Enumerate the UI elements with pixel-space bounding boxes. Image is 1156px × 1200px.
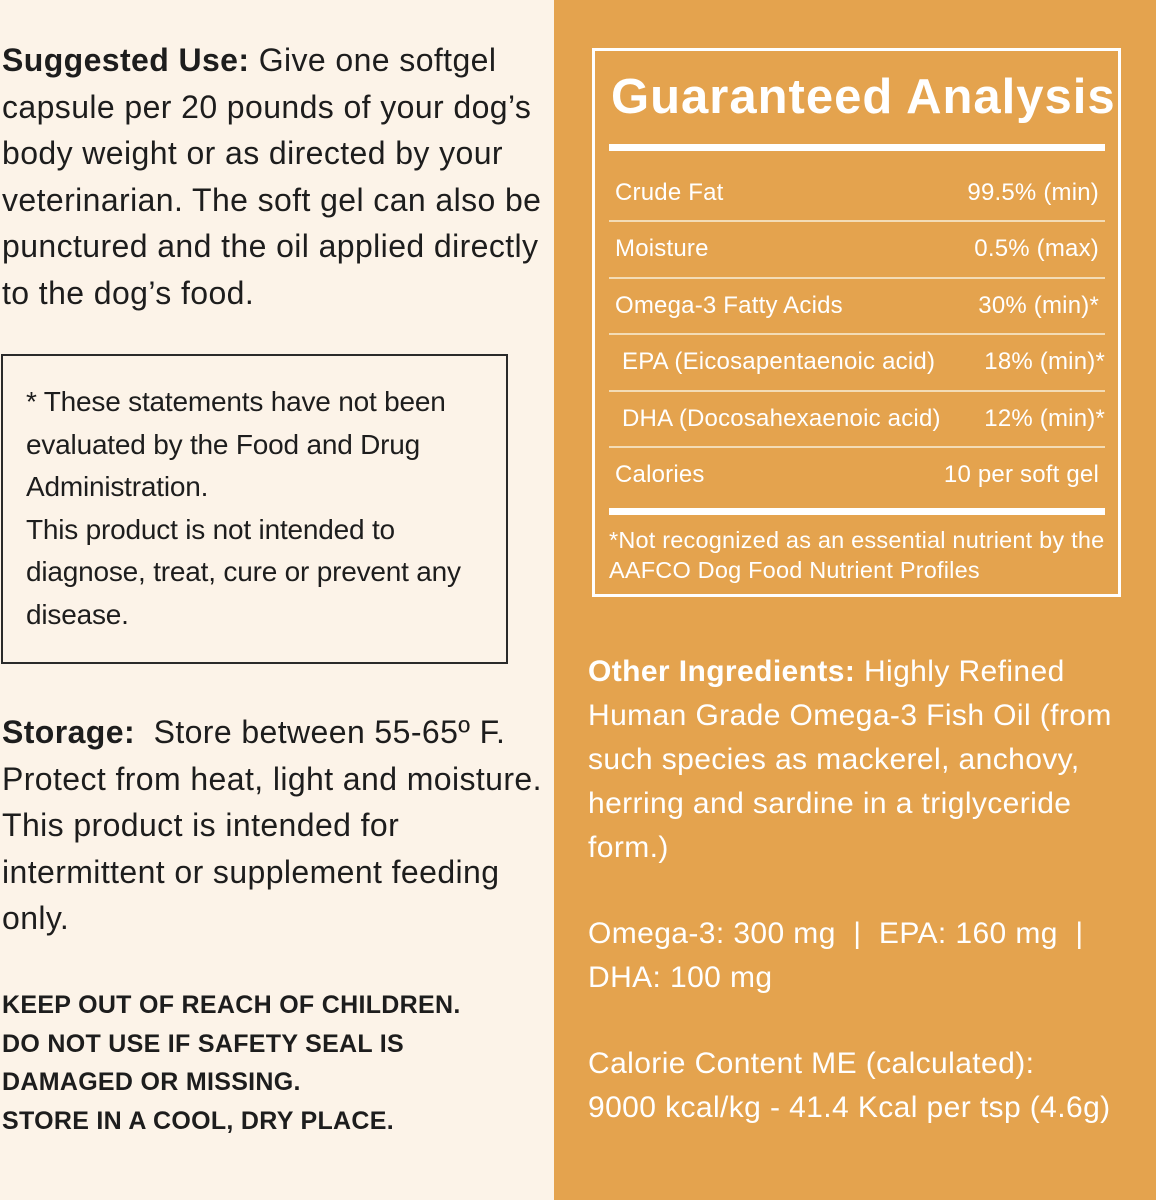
calorie-content-line: Calorie Content ME (calculated): bbox=[588, 1047, 1035, 1080]
calorie-content-line: 9000 kcal/kg - 41.4 Kcal per tsp (4.6g) bbox=[588, 1091, 1111, 1124]
other-ingredients bbox=[588, 650, 1128, 870]
nutrient-value: 30% (min)* bbox=[978, 291, 1099, 319]
analysis-row bbox=[609, 392, 1105, 448]
warning-line: STORE IN A COOL, DRY PLACE. bbox=[2, 1107, 394, 1136]
storage-label: Storage: bbox=[2, 714, 135, 750]
nutrient-name: Crude Fat bbox=[615, 179, 724, 206]
nutrient-value: 10 per soft gel bbox=[943, 460, 1099, 488]
analysis-row bbox=[609, 448, 1105, 504]
divider bbox=[609, 508, 1105, 515]
right-panel bbox=[554, 0, 1156, 1200]
nutrient-value: 12% (min)* bbox=[984, 404, 1105, 432]
nutrient-name: Calories bbox=[615, 460, 705, 488]
suggested-use-label: Suggested Use: bbox=[2, 42, 250, 78]
fda-disclaimer-line: * These statements have not been evaluated by the Food and Drug Administration. bbox=[26, 386, 446, 503]
nutrient-value: 99.5% (min) bbox=[967, 179, 1099, 206]
fda-disclaimer-line: This product is not intended to diagnose, treat, cure or prevent any disease. bbox=[26, 513, 461, 630]
nutrient-name: DHA (Docosahexaenoic acid) bbox=[622, 404, 941, 432]
analysis-footnote: *Not recognized as an essential nutrient by the AAFCO Dog Food Nutrient Profiles bbox=[609, 527, 1105, 583]
fda-disclaimer bbox=[26, 381, 496, 637]
storage-instructions bbox=[2, 709, 551, 942]
guaranteed-analysis-box bbox=[592, 48, 1121, 597]
suggested-use bbox=[2, 37, 542, 316]
analysis-row bbox=[609, 279, 1105, 335]
analysis-row bbox=[609, 222, 1105, 278]
analysis-row bbox=[609, 335, 1105, 391]
warnings bbox=[2, 986, 461, 1141]
left-panel bbox=[0, 0, 554, 1200]
divider bbox=[609, 144, 1105, 151]
nutrient-name: Moisture bbox=[615, 235, 709, 263]
nutrient-value: 18% (min)* bbox=[984, 348, 1105, 376]
other-ingredients-label: Other Ingredients: bbox=[588, 655, 856, 688]
nutrient-value: 0.5% (max) bbox=[974, 235, 1099, 263]
warning-line: DO NOT USE IF SAFETY SEAL IS bbox=[2, 1029, 404, 1058]
nutrient-name: Omega-3 Fatty Acids bbox=[615, 291, 843, 319]
storage-text: Store between 55-65º F. Protect from heat, light and moisture. This product is intended for intermittent or supplement feeding only. bbox=[2, 714, 551, 936]
fda-disclaimer-box bbox=[1, 354, 508, 664]
other-ingredients-text: Highly Refined Human Grade Omega-3 Fish Oil (from such species as mackerel, anchovy, herring and sardine in a triglyceride form.) bbox=[588, 655, 1112, 864]
calorie-content bbox=[588, 1042, 1148, 1130]
nutrient-name: EPA (Eicosapentaenoic acid) bbox=[622, 348, 936, 376]
omega-summary: Omega-3: 300 mg | EPA: 160 mg | DHA: 100 mg bbox=[588, 917, 1102, 994]
analysis-row bbox=[609, 166, 1105, 222]
guaranteed-analysis-title: Guaranteed Analysis bbox=[611, 70, 1116, 124]
analysis-table bbox=[609, 166, 1105, 504]
warning-line: DAMAGED OR MISSING. bbox=[2, 1068, 301, 1097]
suggested-use-text: Give one softgel capsule per 20 pounds of your dog’s body weight or as directed by your veterinarian. The soft gel can also be punctured and the oil applied directly to the dog’s food. bbox=[2, 42, 542, 311]
warning-line: KEEP OUT OF REACH OF CHILDREN. bbox=[2, 991, 461, 1019]
